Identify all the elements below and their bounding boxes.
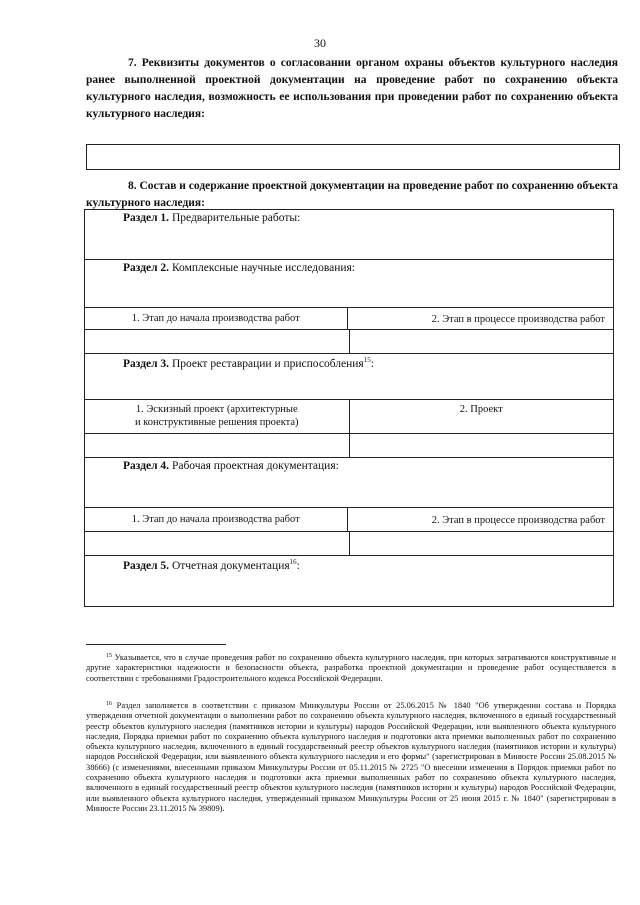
razdel-2-stage-1-label: 1. Этап до начала производства работ (85, 308, 348, 329)
razdel-4-stage-2-field[interactable] (350, 532, 614, 555)
razdel-2-title: Раздел 2. Комплексные научные исследования: (123, 262, 356, 274)
footnote-15-mark: 15 (106, 653, 112, 659)
razdel-4-stages-input-row (85, 532, 613, 556)
section-8-text: 8. Состав и содержание проектной документации на проведение работ по сохранению объекта культурного наследия: (86, 180, 618, 209)
page-number: 30 (314, 36, 326, 50)
razdel-3-row[interactable] (85, 354, 613, 400)
razdel-3-col-2-field[interactable] (350, 434, 614, 457)
razdel-3-title: Раздел 3. Проект реставрации и приспособления$^{15}$: (123, 356, 374, 370)
footnote-16-text: Раздел заполняется в соответствии с приказом Минкультуры России от 25.06.2015 № 1840 "Об утверждении состава и Порядка утверждения отчетной документации о выполнении работ по сохранению объекта культурного наследия, включенного в единый государственный реестр объектов культурного наследия (памятников истории и культуры) народов Российской Федерации, или выявленного объекта культурного наследия, Порядка приемки работ по сохранению объекта культурного наследия и подготовки акта приемки выполненных работ по сохранению объекта культурного наследия, включенного в единый государственный реестр объектов культурного наследия (памятников истории и культуры) народов Российской Федерации, или выявленного объекта культурного наследия и его формы" (зарегистрирован в Минюсте России 25.08.2015 № 38666) (с изменениями, внесенными приказом Минкультуры России от 05.11.2015 № 2725 "О внесении изменения в Порядок приемки работ по сохранению объекта культурного наследия и подготовки акта приемки выполненных работ по сохранению объекта культурного наследия, включенного в единый государственный реестр объектов культурного наследия (памятников истории и культуры) народов Российской Федерации, или выявленного объекта культурного наследия, утвержденный приказом Минкультуры России от 25 июня 2015 г. № 1840" (зарегистрирован в Минюсте России 23.11.2015 № 39809). (86, 701, 616, 813)
razdel-5-row[interactable] (85, 556, 613, 606)
razdel-2-row[interactable] (85, 260, 613, 308)
razdel-3-col-2-label: 2. Проект (459, 404, 503, 415)
razdel-2-stages-input-row (85, 330, 613, 354)
razdel-3-input-row (85, 434, 613, 458)
razdel-5-title: Раздел 5. Отчетная документация$^{16}$: (123, 558, 300, 572)
footnote-separator (86, 644, 226, 645)
razdel-4-stage-1-field[interactable] (85, 532, 350, 555)
footnote-15 (86, 651, 616, 684)
razdel-2-stages-row (85, 308, 613, 330)
razdel-3-columns-row (85, 400, 613, 434)
project-documentation-table (84, 209, 614, 607)
razdel-4-stage-1-label: 1. Этап до начала производства работ (85, 508, 348, 531)
razdel-4-row[interactable] (85, 458, 613, 508)
section-7-heading (86, 55, 618, 123)
section-7-input-box[interactable] (86, 144, 620, 170)
footnote-15-text: Указывается, что в случае проведения работ по сохранению объекта культурного наследия, при которых затрагиваются конструктивные и другие характеристики надежности и безопасности объекта, разработка проектной документации и проведение работ осуществляется в соответствии с требованиями Градостроительного кодекса Российской Федерации. (86, 653, 616, 683)
razdel-2-stage-1-field[interactable] (85, 330, 350, 353)
section-7-text: 7. Реквизиты документов о согласовании органом охраны объектов культурного наследия ранее выполненной проектной документации на проведение работ по сохранению объекта культурного наследия, возможность ее использования при проведении работ по сохранению объекта культурного наследия: (86, 57, 618, 120)
razdel-2-stage-2-label: 2. Этап в процессе производства работ (431, 314, 605, 325)
razdel-3-col-1-field[interactable] (85, 434, 350, 457)
razdel-2-stage-2-field[interactable] (350, 330, 614, 353)
razdel-3-col-1-label: 1. Эскизный проект (архитектурные и конструктивные решения проекта) (85, 400, 350, 433)
razdel-4-stages-row (85, 508, 613, 532)
razdel-1-title: Раздел 1. Предварительные работы: (123, 212, 301, 224)
razdel-4-title: Раздел 4. Рабочая проектная документация: (123, 460, 339, 472)
section-8-heading (86, 178, 618, 212)
footnote-16 (86, 699, 616, 814)
footnote-16-mark: 16 (106, 701, 112, 707)
razdel-4-stage-2-label: 2. Этап в процессе производства работ (431, 515, 605, 526)
razdel-1-row[interactable] (85, 210, 613, 260)
